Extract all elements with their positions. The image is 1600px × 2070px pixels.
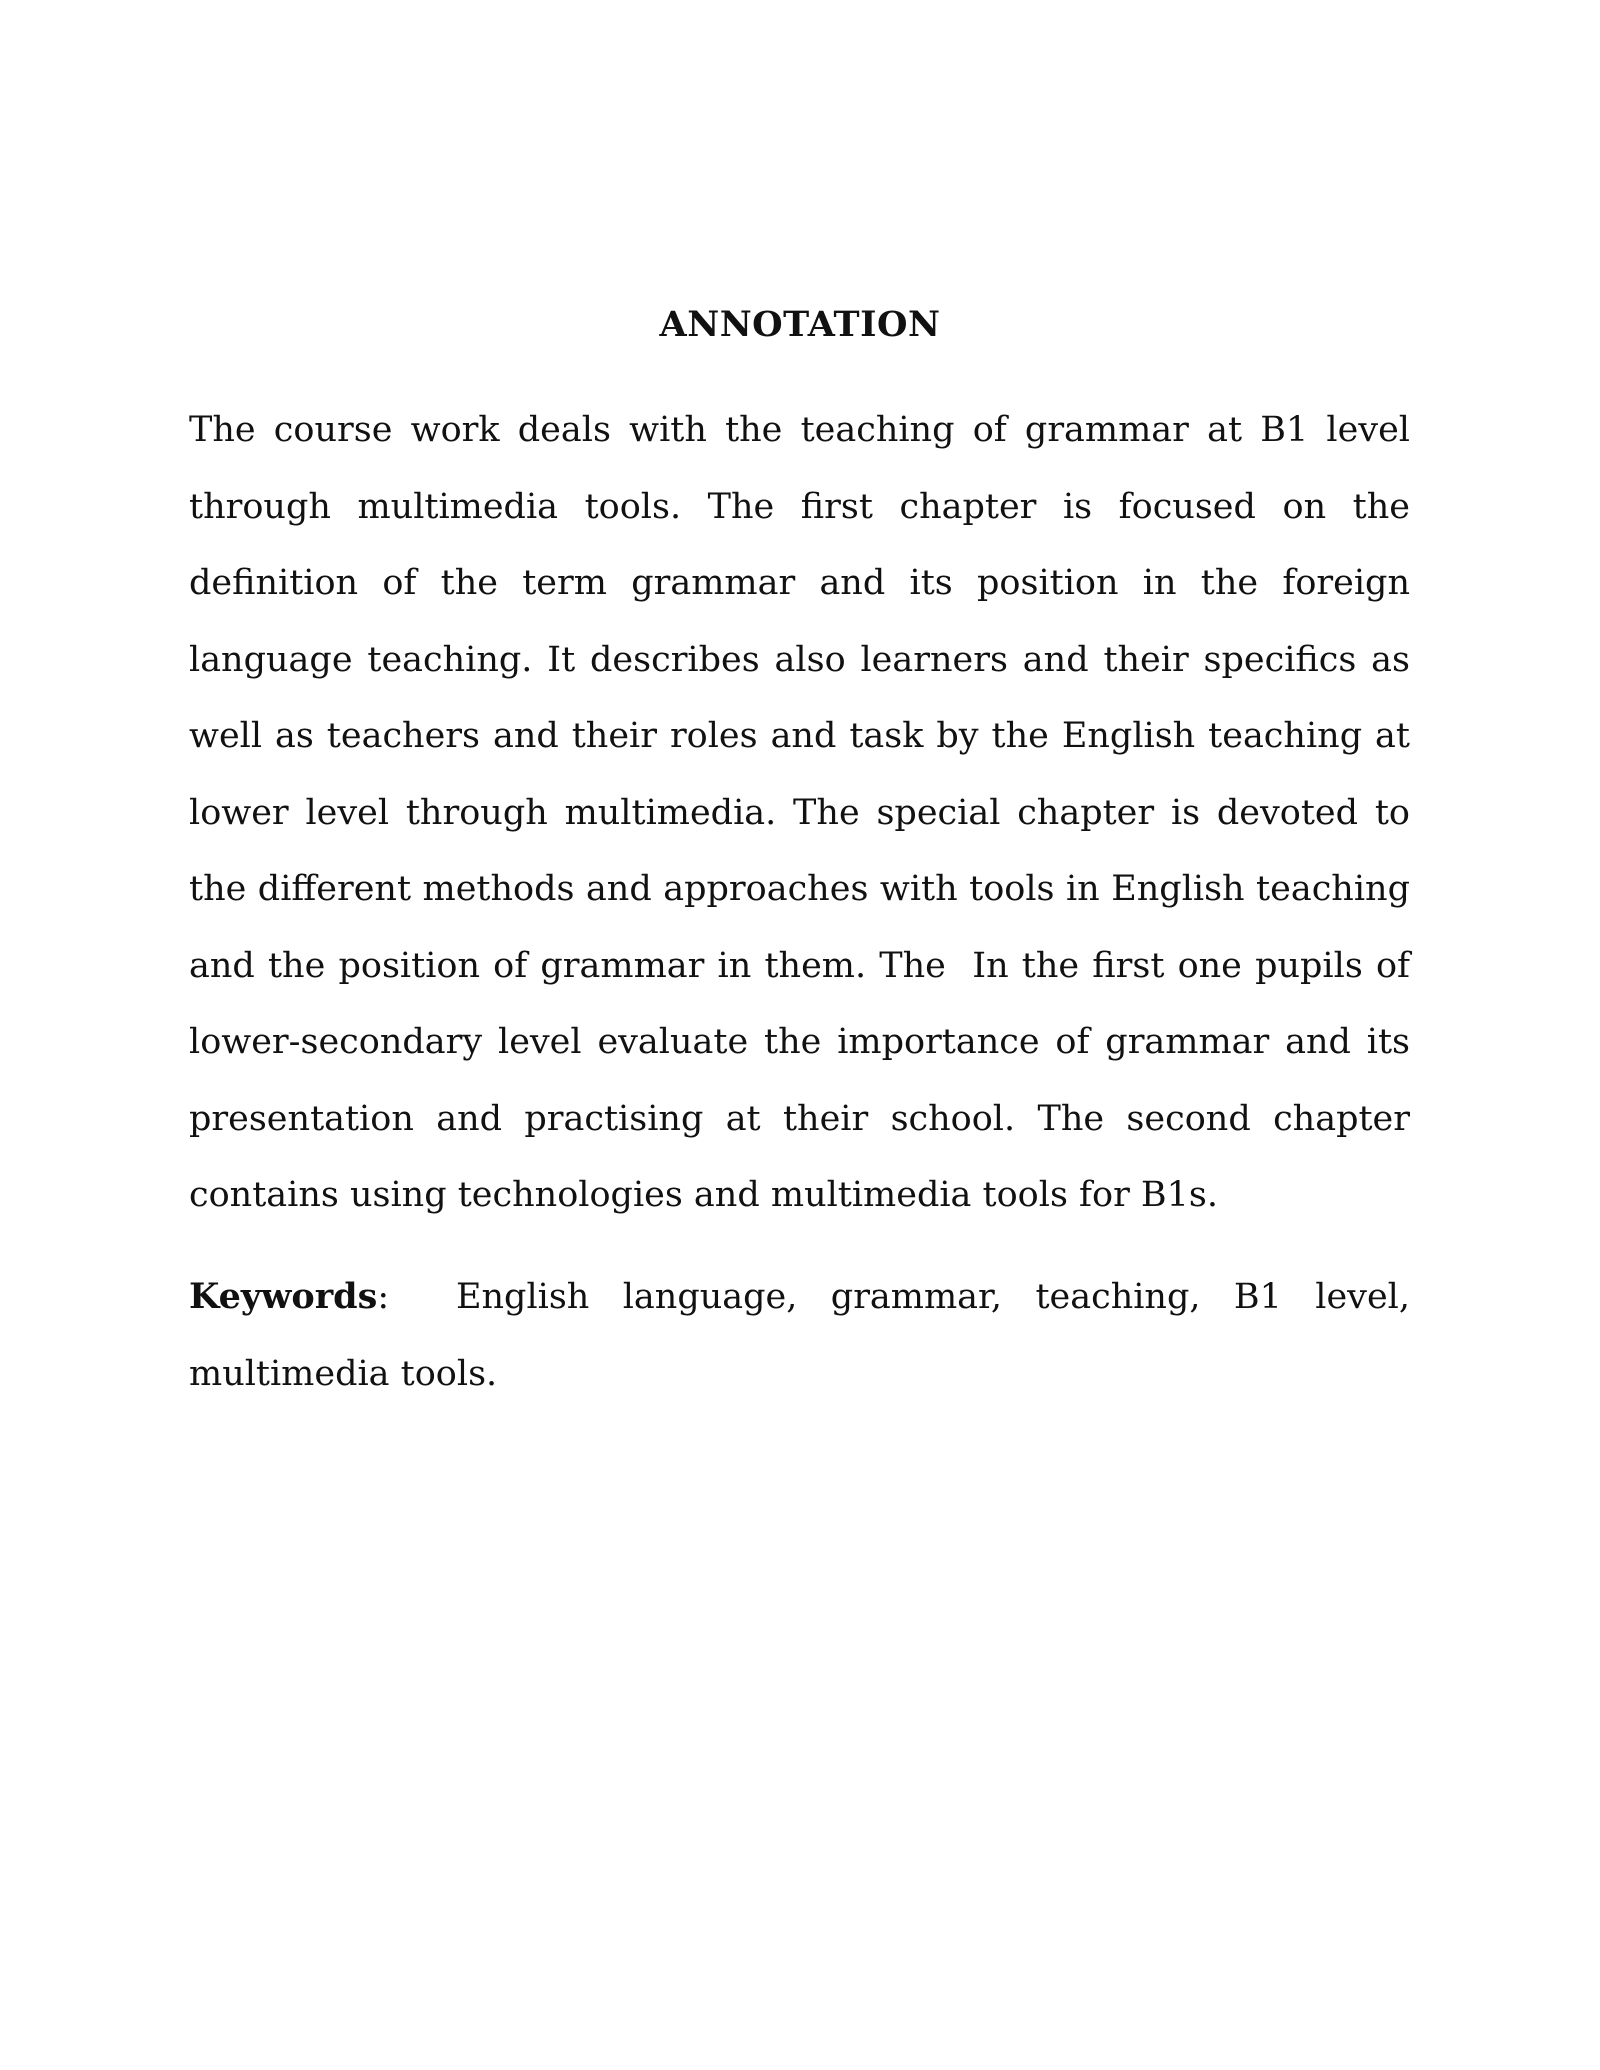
keywords-label: Keywords [189, 1276, 378, 1317]
keywords-list: English language, grammar, teaching, B1 level, multimedia tools. [189, 1277, 1410, 1394]
keywords-paragraph [189, 1259, 1410, 1412]
abstract-paragraph: The course work deals with the teaching of grammar at B1 level through multimedia tools. The first chapter is focused on the definition of the term grammar and its position in the foreign language teaching. It describes also learners and their specifics as well as teachers and their roles and task by the English teaching at lower level through multimedia. The special chapter is devoted to the different methods and approaches with tools in English teaching and the position of grammar in them. The In the first one pupils of lower-secondary level evaluate the importance of grammar and its presentation and practising at their school. The second chapter contains using technologies and multimedia tools for B1s. [189, 410, 1410, 1215]
document-heading: ANNOTATION [659, 304, 941, 345]
keywords-separator: : [377, 1277, 390, 1317]
